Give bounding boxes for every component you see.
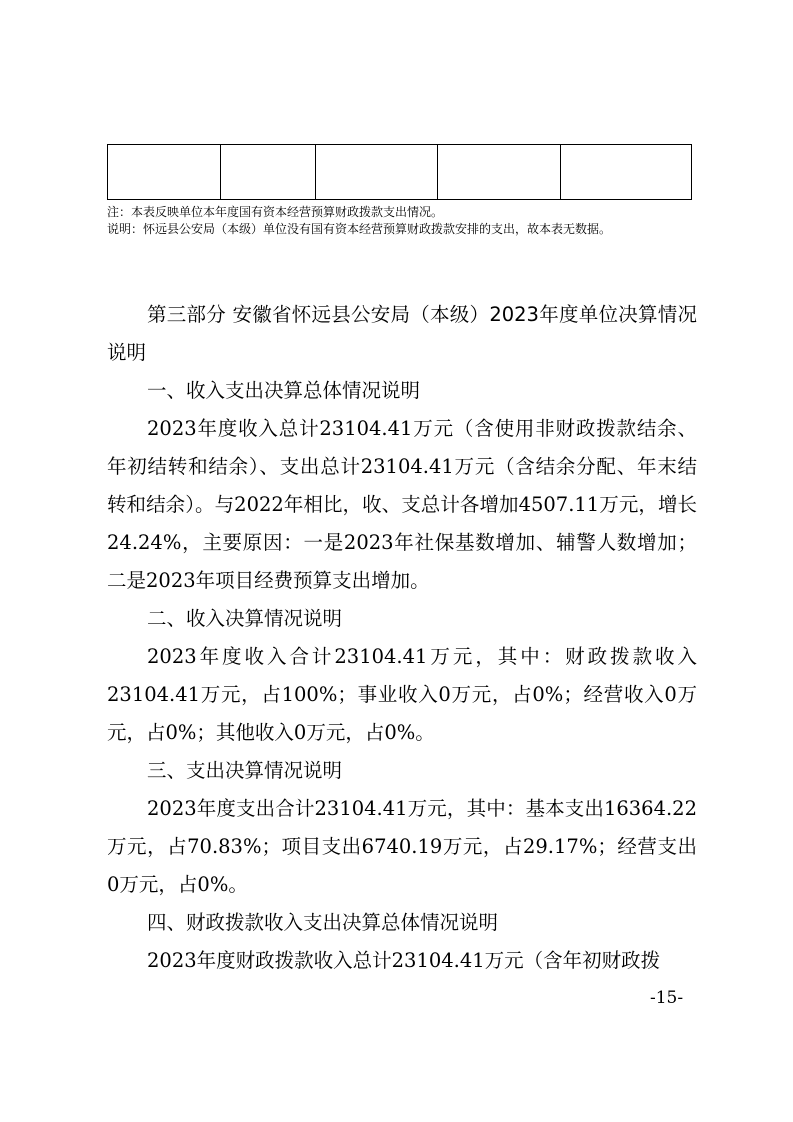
table-cell bbox=[561, 145, 692, 200]
section-heading-2: 二、收入决算情况说明 bbox=[147, 607, 343, 630]
table-explanation: 说明：怀远县公安局（本级）单位没有国有资本经营预算财政拨款安排的支出，故本表无数据。 bbox=[107, 222, 612, 236]
table-note: 注：本表反映单位本年度国有资本经营预算财政拨款支出情况。 bbox=[107, 205, 444, 219]
table-notes bbox=[107, 204, 691, 238]
section-text-3: 2023年度支出合计23104.41万元，其中：基本支出16364.22万元，占70.83%；项目支出6740.19万元，占29.17%；经营支出0万元，占0%。 bbox=[107, 797, 697, 896]
section-heading-4: 四、财政拨款收入支出决算总体情况说明 bbox=[147, 911, 499, 934]
page-number: -15- bbox=[650, 988, 684, 1008]
table-cell bbox=[221, 145, 316, 200]
section-text-4: 2023年度财政拨款收入总计23104.41万元（含年初财政拨 bbox=[147, 949, 661, 972]
table-cell bbox=[108, 145, 221, 200]
table-cell bbox=[316, 145, 438, 200]
section-heading-1: 一、收入支出决算总体情况说明 bbox=[147, 379, 421, 402]
part-heading: 第三部分 安徽省怀远县公安局（本级）2023年度单位决算情况说明 bbox=[107, 303, 697, 364]
table-cell bbox=[438, 145, 561, 200]
section-text-2: 2023年度收入合计23104.41万元，其中：财政拨款收入23104.41万元，占100%；事业收入0万元，占0%；经营收入0万元，占0%；其他收入0万元，占0%。 bbox=[107, 645, 697, 744]
section-text-1: 2023年度收入总计23104.41万元（含使用非财政拨款结余、年初结转和结余）、支出总计23104.41万元（含结余分配、年末结转和结余）。与2022年相比，收、支总计各增加4507.11万元，增长24.24%，主要原因：一是2023年社保基数增加、辅警人数增加；二是2023年项目经费预算支出增加。 bbox=[107, 417, 697, 592]
section-heading-3: 三、支出决算情况说明 bbox=[147, 759, 343, 782]
table-row bbox=[108, 145, 692, 200]
empty-data-table bbox=[107, 144, 692, 200]
